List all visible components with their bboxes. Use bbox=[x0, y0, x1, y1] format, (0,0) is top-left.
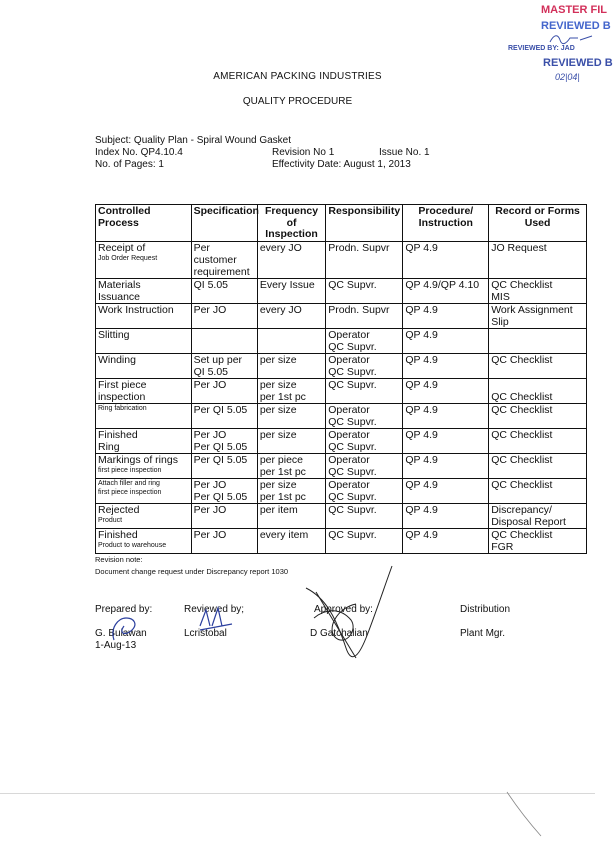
cell-frequency bbox=[257, 453, 325, 478]
cell-specification bbox=[191, 278, 257, 303]
cell-process bbox=[96, 278, 192, 303]
process-name: Finished bbox=[98, 528, 138, 541]
cell-records bbox=[489, 328, 587, 353]
cell-responsibility-line: QC Supvr. bbox=[328, 490, 377, 503]
cell-responsibility-line: Operator bbox=[328, 328, 370, 341]
cell-records bbox=[489, 503, 587, 528]
review-date-note: 02|04| bbox=[555, 72, 580, 82]
cell-specification bbox=[191, 503, 257, 528]
cell-process bbox=[96, 328, 192, 353]
cell-responsibility-line: QC Supvr. bbox=[328, 365, 377, 378]
cell-procedure bbox=[403, 453, 489, 478]
reviewed-signature bbox=[196, 606, 236, 634]
cell-records-line: JO Request bbox=[491, 241, 547, 254]
cell-responsibility-line: QC Supvr. bbox=[328, 465, 377, 478]
cell-specification bbox=[191, 528, 257, 553]
cell-frequency-line: Every Issue bbox=[259, 278, 315, 291]
cell-frequency bbox=[257, 328, 325, 353]
cell-records-line: Work Assignment bbox=[491, 303, 573, 316]
cell-frequency-line: per size bbox=[259, 403, 297, 416]
cell-records bbox=[489, 478, 587, 503]
cell-specification bbox=[191, 303, 257, 328]
cell-records-line: QC Checklist bbox=[491, 428, 553, 441]
table-row bbox=[96, 353, 587, 378]
process-subtitle: Product to warehouse bbox=[98, 541, 167, 549]
cell-procedure-line: QP 4.9 bbox=[405, 241, 438, 254]
cell-specification bbox=[191, 378, 257, 403]
cell-frequency-line: per 1st pc bbox=[259, 465, 306, 478]
cell-process bbox=[96, 478, 192, 503]
cell-procedure bbox=[403, 328, 489, 353]
cell-specification-line: QI 5.05 bbox=[193, 278, 229, 291]
process-name: Winding bbox=[98, 353, 136, 366]
table-row bbox=[96, 478, 587, 503]
scan-fold-mark bbox=[505, 790, 545, 840]
cell-procedure-line: QP 4.9 bbox=[405, 453, 438, 466]
cell-procedure bbox=[403, 528, 489, 553]
approved-signature bbox=[296, 558, 396, 668]
process-name: First piece bbox=[98, 378, 147, 391]
prepared-by-name: G. Bulawan bbox=[95, 628, 147, 639]
cell-responsibility bbox=[326, 241, 403, 278]
cell-records-line: MIS bbox=[491, 290, 510, 303]
cell-specification bbox=[191, 353, 257, 378]
cell-procedure-line: QP 4.9 bbox=[405, 478, 438, 491]
cell-records-line: Disposal Report bbox=[491, 515, 566, 528]
process-name: Markings of rings bbox=[98, 453, 178, 466]
table-row bbox=[96, 503, 587, 528]
cell-responsibility-line: Operator bbox=[328, 478, 370, 491]
cell-records-line: QC Checklist bbox=[491, 353, 553, 366]
cell-responsibility-line: Operator bbox=[328, 403, 370, 416]
cell-frequency-line: per size bbox=[259, 353, 297, 366]
cell-frequency bbox=[257, 241, 325, 278]
cell-responsibility bbox=[326, 503, 403, 528]
distribution-label: Distribution bbox=[460, 604, 511, 615]
cell-specification bbox=[191, 403, 257, 428]
process-subtitle: Issuance bbox=[98, 290, 141, 303]
cell-specification-line: Per JO bbox=[193, 528, 227, 541]
col-header-specification: Specification bbox=[191, 205, 257, 242]
table-row bbox=[96, 278, 587, 303]
cell-specification-line: Per QI 5.05 bbox=[193, 490, 248, 503]
cell-process bbox=[96, 503, 192, 528]
cell-frequency-line: per 1st pc bbox=[259, 490, 306, 503]
cell-records-line: QC Checklist bbox=[491, 403, 553, 416]
quality-plan-table bbox=[95, 204, 587, 554]
page-count: No. of Pages: 1 bbox=[95, 159, 164, 170]
cell-responsibility-line: QC Supvr. bbox=[328, 528, 377, 541]
cell-procedure bbox=[403, 478, 489, 503]
col-header-procedure: Procedure/ Instruction bbox=[403, 205, 489, 242]
table-row bbox=[96, 328, 587, 353]
reviewed-by-stamp: REVIEWED BY: JAD bbox=[508, 45, 575, 52]
cell-specification bbox=[191, 478, 257, 503]
cell-process bbox=[96, 403, 192, 428]
process-name: Receipt of bbox=[98, 241, 146, 254]
cell-procedure-line: QP 4.9/QP 4.10 bbox=[405, 278, 480, 291]
cell-frequency-line: every JO bbox=[259, 241, 302, 254]
col-header-frequency: Frequency of Inspection bbox=[257, 205, 325, 242]
revision-note-text: Document change request under Discrepancy report 1030 bbox=[95, 567, 289, 576]
cell-process bbox=[96, 378, 192, 403]
cell-specification-line: QI 5.05 bbox=[193, 365, 229, 378]
reviewed-stamp-bottom: REVIEWED B bbox=[543, 57, 613, 69]
cell-process bbox=[96, 528, 192, 553]
cell-specification-line: Per QI 5.05 bbox=[193, 453, 248, 466]
table-row bbox=[96, 378, 587, 403]
cell-procedure bbox=[403, 378, 489, 403]
cell-procedure-line: QP 4.9 bbox=[405, 428, 438, 441]
approved-by-label: Approved by: bbox=[314, 604, 373, 615]
prepared-by-label: Prepared by: bbox=[95, 604, 153, 615]
reviewed-stamp-top: REVIEWED B bbox=[541, 20, 611, 32]
cell-procedure-line: QP 4.9 bbox=[405, 378, 438, 391]
cell-responsibility-line: QC Supvr. bbox=[328, 415, 377, 428]
cell-records bbox=[489, 378, 587, 403]
company-name: AMERICAN PACKING INDUSTRIES bbox=[213, 71, 382, 82]
cell-records-line: QC Checklist bbox=[491, 278, 553, 291]
cell-records-line: Discrepancy/ bbox=[491, 503, 552, 516]
prepared-signature bbox=[108, 614, 142, 644]
cell-responsibility bbox=[326, 403, 403, 428]
table-row bbox=[96, 241, 587, 278]
cell-responsibility-line: Prodn. Supvr bbox=[328, 303, 390, 316]
reviewed-by-label: Reviewed by; bbox=[184, 604, 245, 615]
table-body bbox=[96, 241, 587, 553]
cell-records bbox=[489, 241, 587, 278]
table-header-row bbox=[96, 205, 587, 242]
col-header-responsibility: Responsibility bbox=[326, 205, 403, 242]
table-row bbox=[96, 303, 587, 328]
cell-records bbox=[489, 428, 587, 453]
process-name: Ring fabrication bbox=[98, 404, 147, 412]
cell-procedure bbox=[403, 428, 489, 453]
cell-procedure bbox=[403, 353, 489, 378]
cell-specification bbox=[191, 328, 257, 353]
cell-records-line: QC Checklist bbox=[491, 453, 553, 466]
revision-note-label: Revision note: bbox=[95, 555, 143, 564]
cell-specification-line: Per JO bbox=[193, 428, 227, 441]
cell-responsibility bbox=[326, 378, 403, 403]
cell-responsibility bbox=[326, 428, 403, 453]
cell-frequency bbox=[257, 303, 325, 328]
master-file-stamp: MASTER FIL bbox=[541, 4, 607, 16]
cell-responsibility-line: QC Supvr. bbox=[328, 440, 377, 453]
cell-specification bbox=[191, 241, 257, 278]
cell-frequency bbox=[257, 528, 325, 553]
cell-responsibility bbox=[326, 328, 403, 353]
cell-specification-line: Per JO bbox=[193, 303, 227, 316]
cell-specification-line: Per QI 5.05 bbox=[193, 440, 248, 453]
cell-specification bbox=[191, 428, 257, 453]
cell-procedure bbox=[403, 403, 489, 428]
cell-procedure bbox=[403, 278, 489, 303]
cell-procedure-line: QP 4.9 bbox=[405, 328, 438, 341]
cell-frequency-line: per size bbox=[259, 478, 297, 491]
process-subtitle: first piece inspection bbox=[98, 466, 162, 474]
cell-specification-line: Per JO bbox=[193, 378, 227, 391]
cell-frequency bbox=[257, 478, 325, 503]
cell-records bbox=[489, 303, 587, 328]
cell-responsibility bbox=[326, 278, 403, 303]
cell-procedure-line: QP 4.9 bbox=[405, 303, 438, 316]
process-name: Materials bbox=[98, 278, 141, 291]
cell-specification bbox=[191, 453, 257, 478]
initials-signature bbox=[548, 32, 594, 46]
index-number: Index No. QP4.10.4 bbox=[95, 147, 183, 158]
cell-frequency bbox=[257, 353, 325, 378]
cell-responsibility-line: QC Supvr. bbox=[328, 278, 377, 291]
cell-procedure-line: QP 4.9 bbox=[405, 528, 438, 541]
cell-responsibility bbox=[326, 453, 403, 478]
cell-specification-line: Per JO bbox=[193, 503, 227, 516]
cell-responsibility-line: Operator bbox=[328, 353, 370, 366]
process-subtitle: first piece inspection bbox=[98, 488, 162, 496]
cell-records bbox=[489, 353, 587, 378]
table-row bbox=[96, 403, 587, 428]
cell-responsibility-line: QC Supvr. bbox=[328, 503, 377, 516]
cell-frequency-line: per 1st pc bbox=[259, 390, 306, 403]
process-subtitle: Product bbox=[98, 516, 123, 524]
cell-responsibility bbox=[326, 303, 403, 328]
cell-specification-line: Set up per bbox=[193, 353, 243, 366]
cell-procedure bbox=[403, 503, 489, 528]
cell-records-line: QC Checklist bbox=[491, 478, 553, 491]
cell-frequency-line: per size bbox=[259, 378, 297, 391]
cell-procedure bbox=[403, 303, 489, 328]
process-subtitle: inspection bbox=[98, 390, 146, 403]
cell-procedure-line: QP 4.9 bbox=[405, 503, 438, 516]
cell-frequency bbox=[257, 428, 325, 453]
subject-line: Subject: Quality Plan - Spiral Wound Gasket bbox=[95, 135, 292, 146]
cell-records-line: QC Checklist bbox=[491, 528, 553, 541]
cell-procedure-line: QP 4.9 bbox=[405, 403, 438, 416]
process-subtitle: Ring bbox=[98, 440, 120, 453]
process-subtitle: Job Order Request bbox=[98, 254, 158, 262]
col-header-process: Controlled Process bbox=[96, 205, 192, 242]
cell-frequency-line: every JO bbox=[259, 303, 302, 316]
cell-frequency bbox=[257, 403, 325, 428]
cell-process bbox=[96, 241, 192, 278]
cell-responsibility bbox=[326, 528, 403, 553]
cell-records bbox=[489, 278, 587, 303]
cell-records bbox=[489, 453, 587, 478]
cell-specification-line: Per QI 5.05 bbox=[193, 403, 248, 416]
cell-records-line bbox=[491, 379, 584, 391]
cell-procedure-line: QP 4.9 bbox=[405, 353, 438, 366]
cell-frequency bbox=[257, 278, 325, 303]
cell-procedure bbox=[403, 241, 489, 278]
cell-frequency-line: per piece bbox=[259, 453, 304, 466]
cell-frequency bbox=[257, 378, 325, 403]
cell-specification-line: requirement bbox=[193, 265, 250, 278]
table-row bbox=[96, 528, 587, 553]
cell-responsibility bbox=[326, 353, 403, 378]
cell-records bbox=[489, 403, 587, 428]
cell-frequency-line: per item bbox=[259, 503, 298, 516]
cell-frequency-line: every item bbox=[259, 528, 309, 541]
cell-process bbox=[96, 353, 192, 378]
cell-responsibility-line: Prodn. Supvr bbox=[328, 241, 390, 254]
cell-specification-line: Per JO bbox=[193, 478, 227, 491]
cell-responsibility bbox=[326, 478, 403, 503]
reviewed-by-name: Lcristobal bbox=[184, 628, 227, 639]
process-name: Work Instruction bbox=[98, 303, 174, 316]
cell-frequency-line: per size bbox=[259, 428, 297, 441]
cell-process bbox=[96, 453, 192, 478]
cell-responsibility-line: QC Supvr. bbox=[328, 378, 377, 391]
cell-records-line: QC Checklist bbox=[491, 390, 553, 403]
process-name: Attach filler and ring bbox=[98, 479, 160, 487]
effectivity-date: Effectivity Date: August 1, 2013 bbox=[272, 159, 411, 170]
process-name: Rejected bbox=[98, 503, 140, 516]
approved-by-name: D Gatchalian bbox=[310, 628, 368, 639]
cell-specification-line: Per customer bbox=[193, 241, 237, 266]
cell-records-line: FGR bbox=[491, 540, 514, 553]
table-row bbox=[96, 428, 587, 453]
cell-records-line: Slip bbox=[491, 315, 509, 328]
cell-process bbox=[96, 428, 192, 453]
cell-records bbox=[489, 528, 587, 553]
cell-process bbox=[96, 303, 192, 328]
process-name: Slitting bbox=[98, 328, 130, 341]
cell-responsibility-line: Operator bbox=[328, 453, 370, 466]
col-header-records: Record or Forms Used bbox=[489, 205, 587, 242]
cell-responsibility-line: QC Supvr. bbox=[328, 340, 377, 353]
distribution-name: Plant Mgr. bbox=[460, 628, 506, 639]
prepared-date: 1-Aug-13 bbox=[95, 640, 137, 651]
document-title: QUALITY PROCEDURE bbox=[242, 96, 353, 107]
cell-responsibility-line: Operator bbox=[328, 428, 370, 441]
table-row bbox=[96, 453, 587, 478]
revision-number: Revision No 1 bbox=[272, 147, 335, 158]
issue-number: Issue No. 1 bbox=[379, 147, 430, 158]
cell-frequency bbox=[257, 503, 325, 528]
process-name: Finished bbox=[98, 428, 138, 441]
